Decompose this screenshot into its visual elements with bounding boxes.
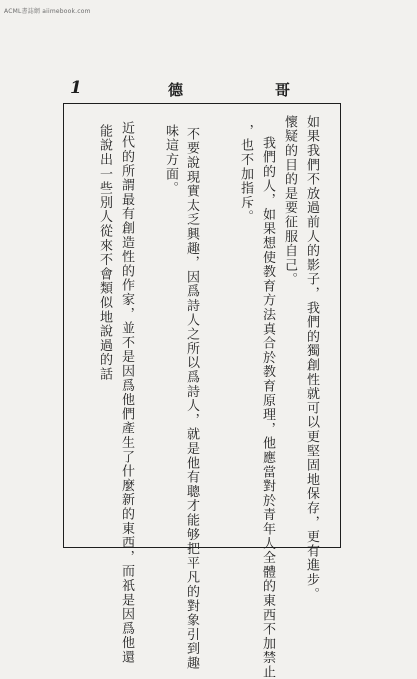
page-number: 1	[70, 78, 82, 98]
text-column: 不要說現實太乏興趣，因爲詩人之所以爲詩人，就是他有聰才能够把平凡的對象引到趣	[184, 127, 199, 671]
text-column: 能說出一些別人從來不會類似地說過的話	[97, 124, 112, 382]
watermark: ACML書誌網 aiimebook.com	[4, 8, 91, 15]
text-column: 近代的所謂最有創造性的作家，並不是因爲他們產生了什麼新的東西，而祇是因爲他還	[119, 121, 134, 665]
text-column: 我們的人，如果想使教育方法真合於教育原理，他應當對於青年人全體的東西不加禁止	[260, 136, 275, 679]
header-title-right: 哥	[275, 81, 291, 99]
text-column: 味這方面。	[163, 124, 178, 196]
header-title-left: 德	[168, 81, 184, 99]
text-column: ，也不加指斥。	[238, 124, 253, 225]
text-column: 懷疑的目的是要征服自己。	[282, 115, 297, 287]
text-column: 如果我們不放過前人的影子，我們的獨創性就可以更堅固地保存，更有進步。	[304, 115, 319, 602]
